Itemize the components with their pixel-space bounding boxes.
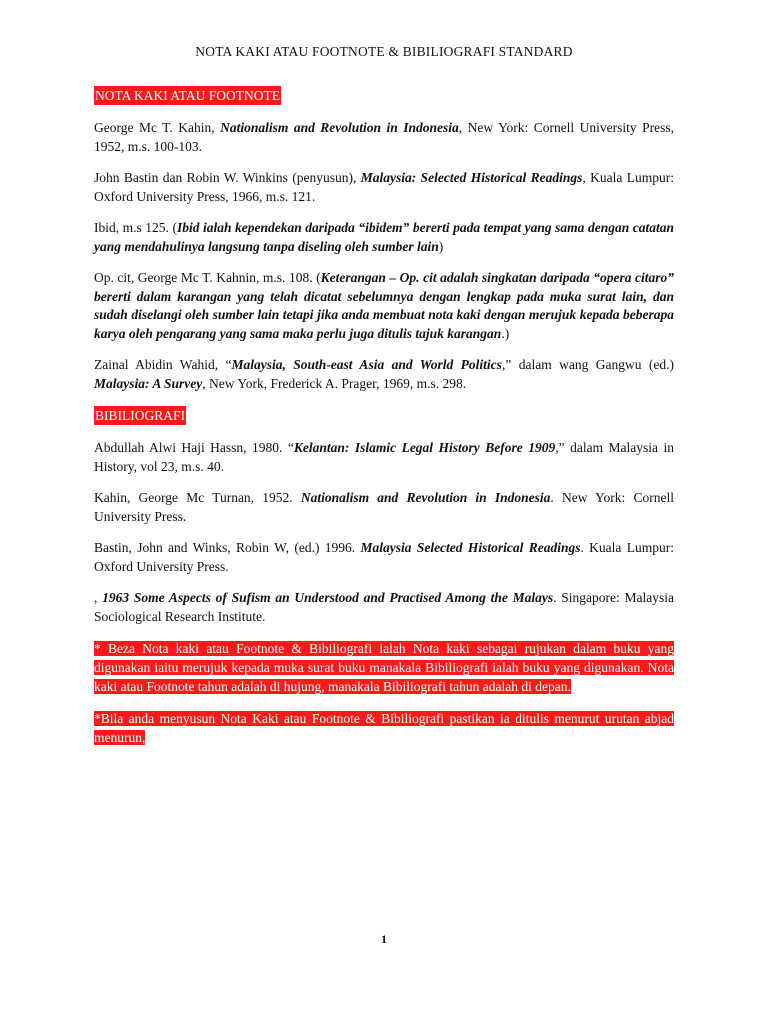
- entry-text: . New York: Cornell University Press.: [94, 490, 674, 524]
- entry-text: , New York, Frederick A. Prager, 1969, m.s. 298.: [202, 375, 467, 391]
- highlighted-note: [94, 709, 674, 747]
- entry-text: . Kuala Lumpur: Oxford University Press.: [94, 540, 674, 574]
- document-content: [94, 86, 674, 760]
- entry-text: Op. cit, George Mc T. Kahnin, m.s. 108. (: [94, 270, 321, 285]
- footnote-section: [94, 86, 674, 393]
- entry-title: Kelantan: Islamic Legal History Before 1909: [293, 440, 556, 455]
- entry-title: Malaysia Selected Historical Readings: [360, 540, 581, 555]
- entry-text: Bastin, John and Winks, Robin W, (ed.) 1996.: [94, 540, 361, 555]
- bibliography-heading: BIBILIOGRAFI: [95, 408, 185, 423]
- entry-title: Malaysia: A Survey: [94, 375, 203, 391]
- entry-text: ): [438, 238, 444, 254]
- entry-text: George Mc T. Kahin,: [94, 120, 221, 135]
- bibliography-entry: [94, 589, 674, 626]
- entry-text: .): [501, 325, 510, 341]
- entry-text: , New York: Cornell University Press, 1952, m.s. 100-103.: [94, 120, 674, 154]
- bibliography-entry: [94, 489, 674, 526]
- entry-explanation: Keterangan – Op. cit adalah singkatan daripada “opera citaro” bererti dalam karangan yang telah dicatat sebelumnya dengan lengkap pada muka surat lain, dan sudah diselangi oleh sumber lain tetapi jika anda membuat nota kaki dengan merujuk kepada beberapa karya oleh pengarang yang sama maka perlu juga ditulis tajuk karangan: [94, 270, 674, 341]
- entry-explanation: Ibid ialah kependekan daripada “ibidem” bererti pada tempat yang sama dengan catatan yang mendahulinya langsung tanpa diseling oleh sumber lain: [94, 220, 674, 254]
- entry-text: Zainal Abidin Wahid, “: [94, 357, 232, 372]
- entry-text: John Bastin dan Robin W. Winkins (penyusun),: [94, 170, 361, 185]
- entry-text: Abdullah Alwi Haji Hassn, 1980. “: [94, 440, 294, 455]
- document-page: [94, 0, 674, 1024]
- bibliography-entry: [94, 439, 674, 476]
- entry-text: ,: [94, 590, 103, 605]
- entry-text: , Kuala Lumpur: Oxford University Press, 1966, m.s. 121.: [94, 170, 674, 204]
- page-number: 1: [381, 932, 387, 946]
- entry-text: ,” dalam Malaysia in History, vol 23, m.s. 40.: [94, 440, 674, 474]
- footnote-entry: [94, 219, 674, 256]
- entry-title: Nationalism and Revolution in Indonesia: [220, 120, 459, 135]
- entry-title: Malaysia, South-east Asia and World Politics: [231, 357, 502, 372]
- footnote-entry: [94, 169, 674, 206]
- footnote-entry: [94, 356, 674, 393]
- entry-text: Ibid, m.s 125. (: [94, 220, 177, 235]
- entry-title: Nationalism and Revolution in Indonesia: [300, 490, 551, 505]
- entry-text: Kahin, George Mc Turnan, 1952.: [94, 490, 301, 505]
- entry-text: ,” dalam wang Gangwu (ed.): [501, 357, 674, 372]
- note-text: * Beza Nota kaki atau Footnote & Bibiliografi ialah Nota kaki sebagai rujukan dalam buku yang digunakan iaitu merujuk kepada muka surat buku manakala Bibiliografi ialah buku yang digunakan. Nota kaki atau Footnote tahun adalah di hujung, manakala Bibiliografi tahun adalah di depan.: [94, 641, 674, 694]
- bibliography-entry: [94, 539, 674, 576]
- footnote-heading: NOTA KAKI ATAU FOOTNOTE: [95, 88, 280, 103]
- notes-section: [94, 639, 674, 747]
- entry-title: Malaysia: Selected Historical Readings: [360, 170, 583, 185]
- footnote-entry: [94, 269, 674, 343]
- entry-title: 1963 Some Aspects of Sufism an Understood and Practised Among the Malays: [102, 590, 554, 605]
- bibliography-section: [94, 406, 674, 626]
- entry-text: . Singapore: Malaysia Sociological Research Institute.: [94, 590, 674, 624]
- highlighted-note: [94, 639, 674, 696]
- note-text: *Bila anda menyusun Nota Kaki atau Footnote & Bibiliografi pastikan ia ditulis menurut urutan abjad menurun,: [94, 711, 674, 745]
- footnote-entry: [94, 119, 674, 156]
- page-title: NOTA KAKI ATAU FOOTNOTE & BIBILIOGRAFI STANDARD: [195, 44, 573, 59]
